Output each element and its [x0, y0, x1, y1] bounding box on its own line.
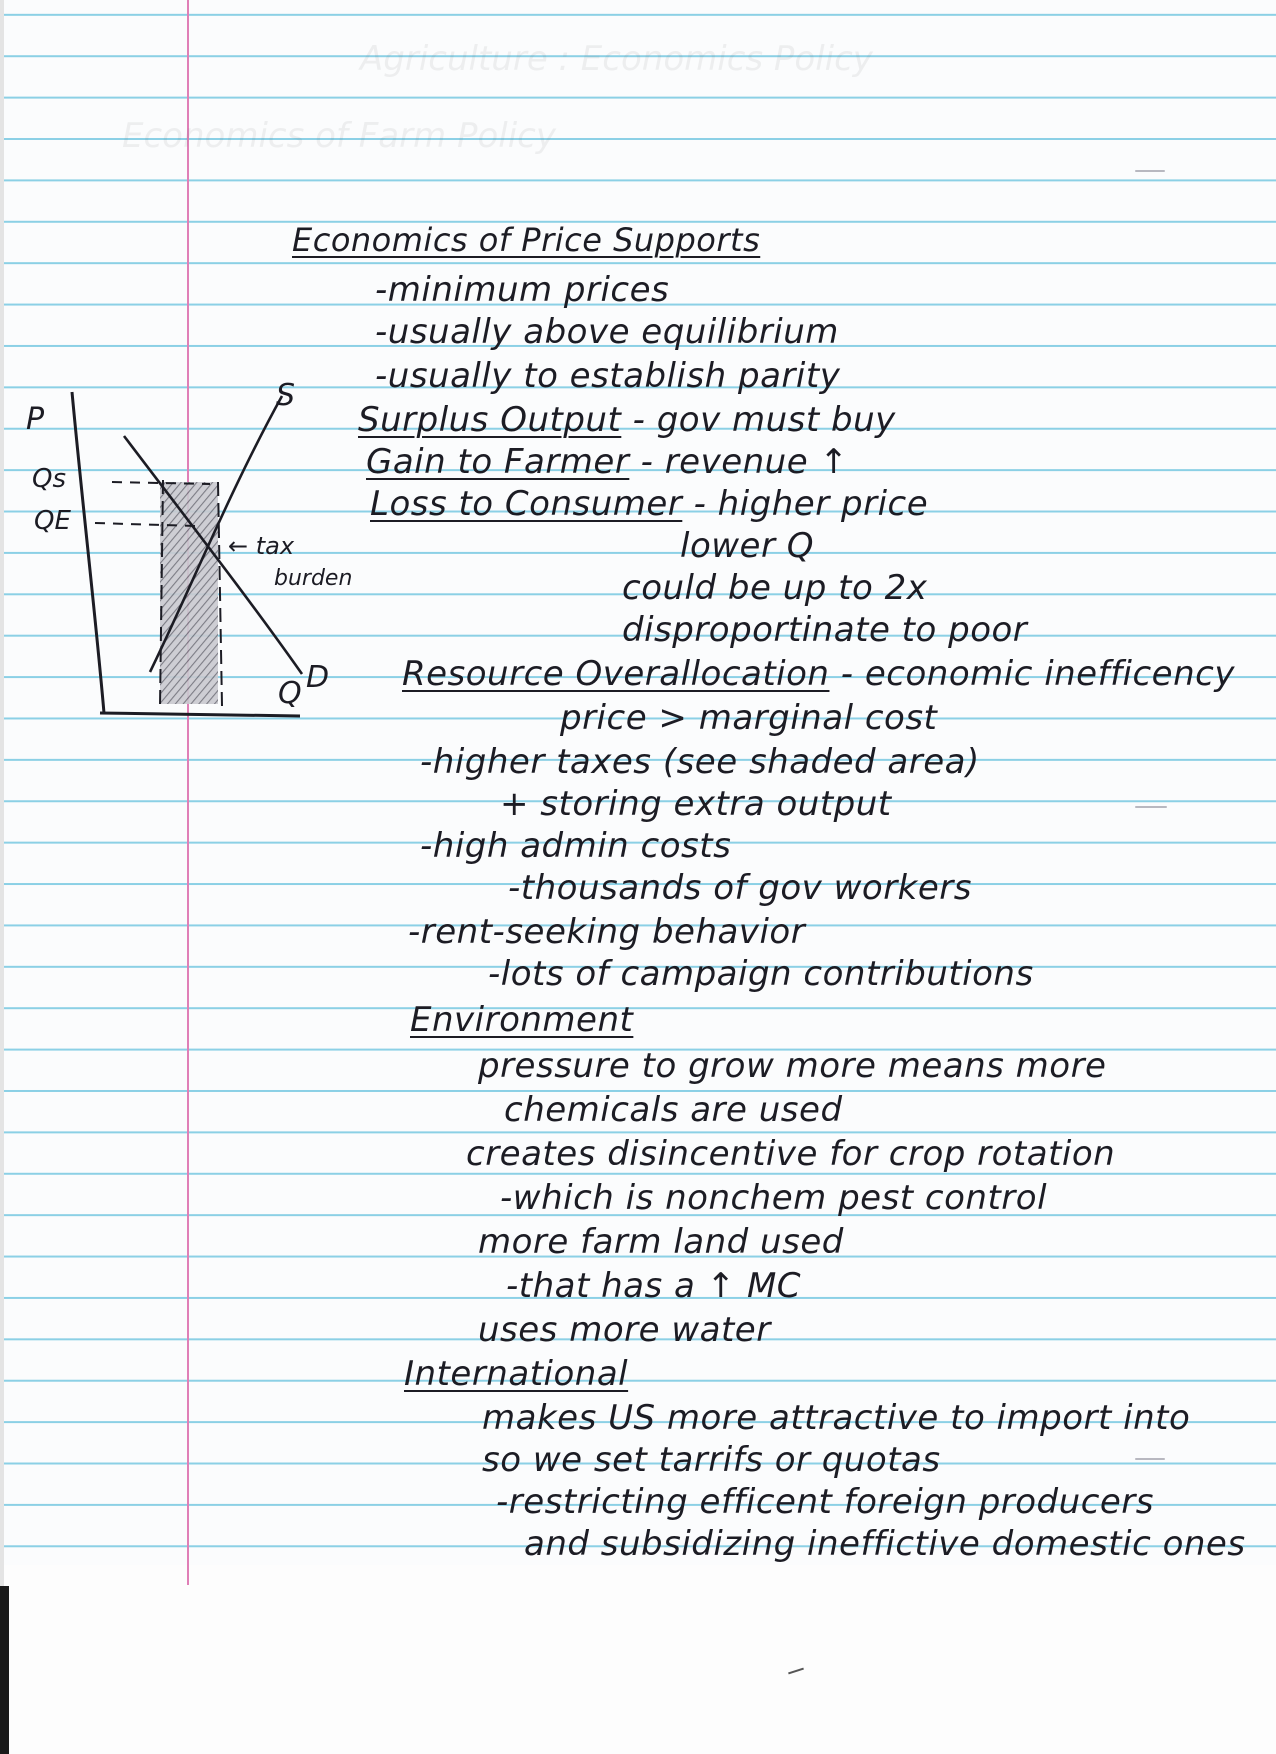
gain-line [366, 442, 848, 482]
resource-detail-line: + storing extra output [500, 784, 892, 824]
environment-line: chemicals are used [504, 1090, 843, 1130]
paper-left-edge [0, 0, 4, 1754]
gain-text: - revenue ↑ [640, 442, 849, 482]
graph-x-axis [100, 713, 300, 716]
supply-demand-graph [0, 380, 380, 760]
gain-label: Gain to Farmer [366, 442, 630, 482]
loss-detail-line: could be up to 2x [622, 568, 928, 608]
loss-line [370, 484, 928, 524]
paper-bottom-margin [0, 1565, 1276, 1754]
resource-detail-line: -lots of campaign contributions [488, 954, 1034, 994]
notes-heading: Economics of Price Supports [292, 221, 761, 259]
surplus-text: - gov must buy [632, 400, 896, 440]
paper-crease [1135, 806, 1167, 808]
demand-label: D [306, 660, 330, 695]
paper-crease [1135, 170, 1165, 172]
surplus-line [358, 400, 896, 440]
graph-y-axis [72, 392, 104, 713]
international-line: makes US more attractive to import into [482, 1398, 1191, 1438]
environment-label: Environment [410, 1000, 634, 1040]
resource-detail-line: -thousands of gov workers [508, 868, 972, 908]
margin-line [187, 0, 189, 1585]
loss-detail-line: disproportinate to poor [622, 610, 1028, 650]
tax-label: ← tax [228, 532, 295, 560]
scan-shadow [0, 1586, 9, 1754]
environment-line: creates disincentive for crop rotation [466, 1134, 1116, 1174]
burden-label: burden [274, 566, 353, 591]
international-line: and subsidizing ineffictive domestic ones [524, 1524, 1246, 1564]
environment-line: -which is nonchem pest control [500, 1178, 1048, 1218]
environment-line: pressure to grow more means more [478, 1046, 1107, 1086]
resource-text: - economic inefficency [840, 654, 1235, 694]
qe-label: QE [34, 506, 71, 536]
resource-detail-line: price > marginal cost [560, 698, 938, 738]
note-line: -usually to establish parity [375, 356, 841, 396]
resource-detail-line: -higher taxes (see shaded area) [420, 742, 980, 782]
supply-label: S [276, 378, 296, 413]
resource-detail-line: -rent-seeking behavior [408, 912, 806, 952]
p-axis-label: P [26, 402, 45, 437]
international-line: -restricting efficent foreign producers [496, 1482, 1154, 1522]
qs-label: Qs [32, 464, 67, 494]
loss-label: Loss to Consumer [370, 484, 683, 524]
note-line: -minimum prices [375, 270, 670, 310]
surplus-label: Surplus Output [358, 400, 622, 440]
international-line: so we set tarrifs or quotas [482, 1440, 941, 1480]
resource-detail-line: -high admin costs [420, 826, 732, 866]
environment-line: -that has a ↑ MC [506, 1266, 802, 1306]
paper-crease [1135, 1458, 1165, 1460]
environment-line: more farm land used [478, 1222, 844, 1262]
loss-text: - higher price [693, 484, 929, 524]
resource-label: Resource Overallocation [402, 654, 830, 694]
note-line: -usually above equilibrium [375, 312, 839, 352]
tax-burden-shaded-area [160, 482, 218, 704]
environment-line: uses more water [478, 1310, 771, 1350]
international-label: International [404, 1354, 629, 1394]
resource-line [402, 654, 1235, 694]
loss-detail-line: lower Q [680, 526, 815, 566]
q-axis-label: Q [278, 676, 302, 711]
